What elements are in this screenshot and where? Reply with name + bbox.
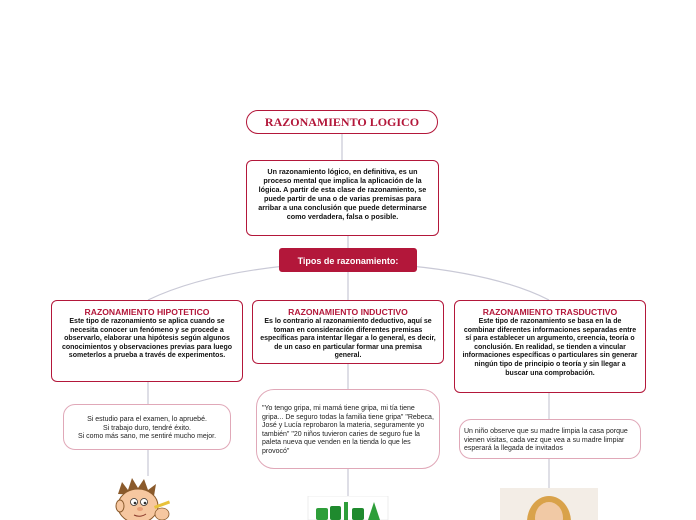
branch-title: RAZONAMIENTO HIPOTETICO [84, 307, 210, 317]
example-line: Si como más sano, me sentiré mucho mejor. [77, 433, 217, 441]
branch-text: Este tipo de razonamiento se basa en la de combinar diferentes informaciones separadas entre sí para establecer un argumento, creencia, teoría o conclusión. En realidad, se tienden a vincular informaciones específicas o particulares sin generar ningún tipo de principio o teoría y sin llegar a buscar una comprobación. [462, 318, 638, 377]
types-node[interactable] [279, 248, 417, 272]
branch-inductivo[interactable] [252, 300, 444, 364]
branch-hipotetico[interactable] [51, 300, 243, 382]
branch-title: RAZONAMIENTO TRASDUCTIVO [482, 307, 618, 317]
example-line: Si estudio para el examen, lo apruebé. [87, 416, 207, 423]
definition-node[interactable] [246, 160, 439, 236]
green-bottles-illustration [306, 496, 390, 520]
branch-title: RAZONAMIENTO INDUCTIVO [288, 307, 408, 317]
definition-text: Un razonamiento lógico, en definitiva, es un proceso mental que implica la aplicación de la lógica. A partir de esta clase de razonamiento, se puede partir de una o de varias premisas para arribar a una conclusión que puede determinarse como verdadera, falsa o posible. [258, 167, 427, 221]
example-hipotetico[interactable] [63, 404, 231, 450]
main-title: RAZONAMIENTO LOGICO [264, 115, 420, 129]
main-title-node[interactable] [246, 110, 438, 134]
branch-text: Este tipo de razonamiento se aplica cuando se necesita conocer un fenómeno y se procede a observarlo, elaborar una hipótesis según algunos conocimientos y observaciones previas para luego someterlos a prueba a través de experimentos. [61, 318, 232, 360]
example-trasductivo[interactable] [459, 419, 641, 459]
example-text: "Yo tengo gripa, mi mamá tiene gripa, mi tía tiene gripa... De seguro todas la familia tiene gripa" "Rebeca, José y Lucía reprobaron la materia, seguramente yo también" "20 niños tuvieron caries de seguro fue la paleta nueva que venden en la tienda lo que les provocó" [262, 405, 434, 455]
types-label: Tipos de razonamiento: [297, 256, 399, 266]
example-inductivo[interactable] [256, 389, 440, 469]
woman-portrait-photo [500, 488, 598, 520]
branch-text: Es lo contrario al razonamiento deductivo, aquí se toman en consideración diferentes premisas específicas para intentar llegar a lo general, es decir, de un caso en particular formar una premisa general. [260, 318, 436, 360]
thinking-boy-illustration [110, 476, 184, 520]
example-text: Un niño observe que su madre limpia la casa porque vienen visitas, cada vez que vea a su madre limpiar esperará la llegada de invitados [464, 428, 628, 453]
branch-trasductivo[interactable] [454, 300, 646, 393]
example-line: Si trabajo duro, tendré éxito. [103, 424, 191, 432]
